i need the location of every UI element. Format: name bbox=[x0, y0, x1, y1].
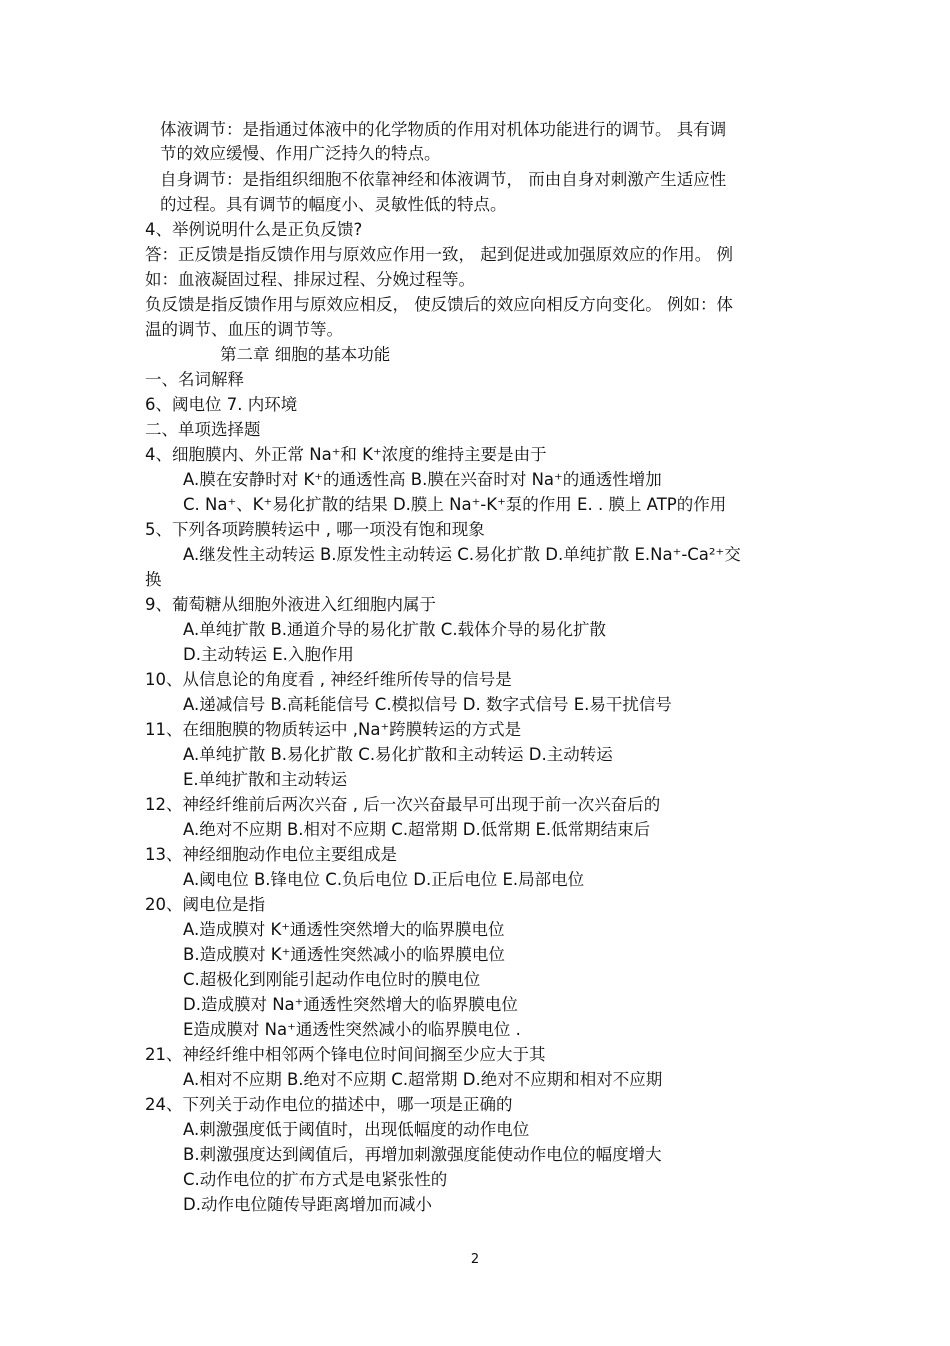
option-line: D.动作电位随传导距离增加而减小 bbox=[183, 1195, 432, 1214]
option-line: A.继发性主动转运 B.原发性主动转运 C.易化扩散 D.单纯扩散 E.Na⁺-Ca²⁺交 bbox=[183, 545, 741, 564]
text-line: 负反馈是指反馈作用与原效应相反， 使反馈后的效应向相反方向变化。 例如：体 bbox=[145, 295, 733, 314]
option-line: C.超极化到刚能引起动作电位时的膜电位 bbox=[183, 970, 481, 989]
question-text: 24、下列关于动作电位的描述中，哪一项是正确的 bbox=[145, 1095, 513, 1114]
text-line: 如：血液凝固过程、排尿过程、分娩过程等。 bbox=[145, 270, 475, 289]
option-line: A.造成膜对 K⁺通透性突然增大的临界膜电位 bbox=[183, 920, 505, 939]
option-line: A.单纯扩散 B.通道介导的易化扩散 C.载体介导的易化扩散 bbox=[183, 620, 607, 639]
page-number: 2 bbox=[470, 1252, 480, 1267]
section-heading: 二、单项选择题 bbox=[145, 420, 261, 439]
text-line: 的过程。具有调节的幅度小、灵敏性低的特点。 bbox=[160, 195, 507, 214]
section-heading: 一、名词解释 bbox=[145, 370, 244, 389]
text-line: 温的调节、血压的调节等。 bbox=[145, 320, 343, 339]
option-line: D.造成膜对 Na⁺通透性突然增大的临界膜电位 bbox=[183, 995, 518, 1014]
question-text: 11、在细胞膜的物质转运中 ,Na⁺跨膜转运的方式是 bbox=[145, 720, 522, 739]
option-line: B.刺激强度达到阈值后，再增加刺激强度能使动作电位的幅度增大 bbox=[183, 1145, 662, 1164]
option-line: E造成膜对 Na⁺通透性突然减小的临界膜电位 . bbox=[183, 1020, 521, 1039]
option-line: A.递减信号 B.高耗能信号 C.模拟信号 D. 数字式信号 E.易干扰信号 bbox=[183, 695, 672, 714]
question-text: 9、葡萄糖从细胞外液进入红细胞内属于 bbox=[145, 595, 436, 614]
option-line: D.主动转运 E.入胞作用 bbox=[183, 645, 354, 664]
text-line: 节的效应缓慢、作用广泛持久的特点。 bbox=[160, 144, 441, 163]
option-line: A.相对不应期 B.绝对不应期 C.超常期 D.绝对不应期和相对不应期 bbox=[183, 1070, 663, 1089]
option-line: A.刺激强度低于阈值时，出现低幅度的动作电位 bbox=[183, 1120, 530, 1139]
option-line: A.单纯扩散 B.易化扩散 C.易化扩散和主动转运 D.主动转运 bbox=[183, 745, 613, 764]
option-line: C. Na⁺、K⁺易化扩散的结果 D.膜上 Na⁺-K⁺泵的作用 E. . 膜上 ATP的作用 bbox=[183, 495, 727, 514]
option-line: C.动作电位的扩布方式是电紧张性的 bbox=[183, 1170, 448, 1189]
option-line: E.单纯扩散和主动转运 bbox=[183, 770, 348, 789]
question-text: 13、神经细胞动作电位主要组成是 bbox=[145, 845, 397, 864]
question-text: 20、阈电位是指 bbox=[145, 895, 265, 914]
question-text: 5、下列各项跨膜转运中 , 哪一项没有饱和现象 bbox=[145, 520, 485, 539]
text-line: 答：正反馈是指反馈作用与原效应作用一致， 起到促进或加强原效应的作用。 例 bbox=[145, 245, 733, 264]
option-line: A.阈电位 B.锋电位 C.负后电位 D.正后电位 E.局部电位 bbox=[183, 870, 585, 889]
question-text: 10、从信息论的角度看 , 神经纤维所传导的信号是 bbox=[145, 670, 512, 689]
option-line: B.造成膜对 K⁺通透性突然减小的临界膜电位 bbox=[183, 945, 505, 964]
option-line: A.膜在安静时对 K⁺的通透性高 B.膜在兴奋时对 Na⁺的通透性增加 bbox=[183, 470, 662, 489]
question-text: 4、细胞膜内、外正常 Na⁺和 K⁺浓度的维持主要是由于 bbox=[145, 445, 547, 464]
text-line: 自身调节：是指组织细胞不依靠神经和体液调节， 而由自身对刺激产生适应性 bbox=[160, 170, 727, 189]
option-line: A.绝对不应期 B.相对不应期 C.超常期 D.低常期 E.低常期结束后 bbox=[183, 820, 651, 839]
question-text: 21、神经纤维中相邻两个锋电位时间间搁至少应大于其 bbox=[145, 1045, 546, 1064]
option-line: 换 bbox=[145, 570, 162, 589]
chapter-title: 第二章 细胞的基本功能 bbox=[220, 345, 391, 364]
text-line: 体液调节：是指通过体液中的化学物质的作用对机体功能进行的调节。 具有调 bbox=[160, 120, 727, 139]
question-text: 12、神经纤维前后两次兴奋 , 后一次兴奋最早可出现于前一次兴奋后的 bbox=[145, 795, 661, 814]
question-heading: 4、举例说明什么是正负反馈? bbox=[145, 220, 363, 239]
text-line: 6、阈电位 7. 内环境 bbox=[145, 395, 298, 414]
